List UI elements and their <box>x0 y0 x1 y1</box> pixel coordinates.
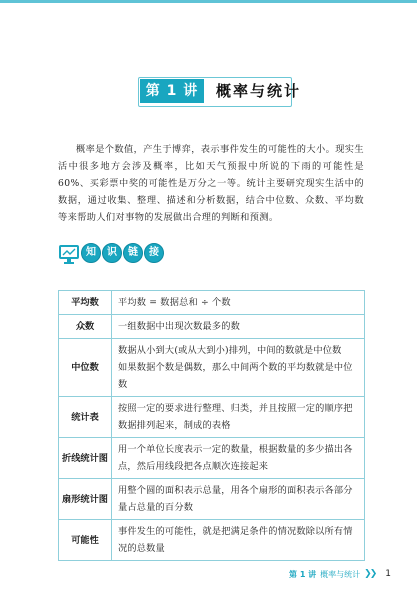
section-title <box>80 243 164 263</box>
term-cell: 可能性 <box>59 520 112 561</box>
table-row <box>59 291 365 315</box>
concepts-table <box>58 290 365 561</box>
table-row <box>59 315 365 339</box>
section-title-char: 知 <box>81 243 101 263</box>
table-row <box>59 339 365 397</box>
section-title-char: 识 <box>102 243 122 263</box>
footer-chapter: 第 1 讲 <box>289 569 317 579</box>
page-number: 1 <box>385 569 391 579</box>
top-accent-rule <box>0 0 417 3</box>
chapter-title: 概率与统计 <box>216 82 302 100</box>
term-cell: 统计表 <box>59 397 112 438</box>
page-footer <box>289 567 391 581</box>
section-title-char: 接 <box>144 243 164 263</box>
monitor-icon <box>58 243 80 265</box>
definition-cell: 用整个圆的面积表示总量，用各个扇形的面积表示各部分量占总量的百分数 <box>112 479 365 520</box>
table-row <box>59 520 365 561</box>
table-row <box>59 438 365 479</box>
term-cell: 中位数 <box>59 339 112 397</box>
chapter-label: 第 1 讲 <box>140 79 204 103</box>
term-cell: 折线统计图 <box>59 438 112 479</box>
definition-cell: 事件发生的可能性，就是把满足条件的情况数除以所有情况的总数量 <box>112 520 365 561</box>
footer-topic: 概率与统计 <box>320 569 361 579</box>
table-row <box>59 397 365 438</box>
intro-paragraph: 概率是个数值，产生于博弈，表示事件发生的可能性的大小。现实生活中很多地方会涉及概率，比如天气预报中所说的下雨的可能性是 60%、买彩票中奖的可能性是万分之一等。统计主要研究现实生活中的数据，通过收集、整理、描述和分析数据，结合中位数、众数、平均数等来帮助人们对事物的发展做出合理的判断和预测。 <box>58 144 364 223</box>
term-cell: 众数 <box>59 315 112 339</box>
chevron-right-icon: ❯❯ <box>364 569 376 579</box>
definition-cell: 一组数据中出现次数最多的数 <box>112 315 365 339</box>
definition-cell: 平均数 = 数据总和 ÷ 个数 <box>112 291 365 315</box>
definition-cell: 数据从小到大(或从大到小)排列，中间的数就是中位数 如果数据个数是偶数，那么中间两个数的平均数就是中位数 <box>112 339 365 397</box>
term-cell: 扇形统计图 <box>59 479 112 520</box>
table-row <box>59 479 365 520</box>
section-title-char: 链 <box>123 243 143 263</box>
term-cell: 平均数 <box>59 291 112 315</box>
definition-cell: 按照一定的要求进行整理、归类，并且按照一定的顺序把数据排列起来，制成的表格 <box>112 397 365 438</box>
definition-cell: 用一个单位长度表示一定的数量，根据数量的多少描出各点，然后用线段把各点顺次连接起来 <box>112 438 365 479</box>
